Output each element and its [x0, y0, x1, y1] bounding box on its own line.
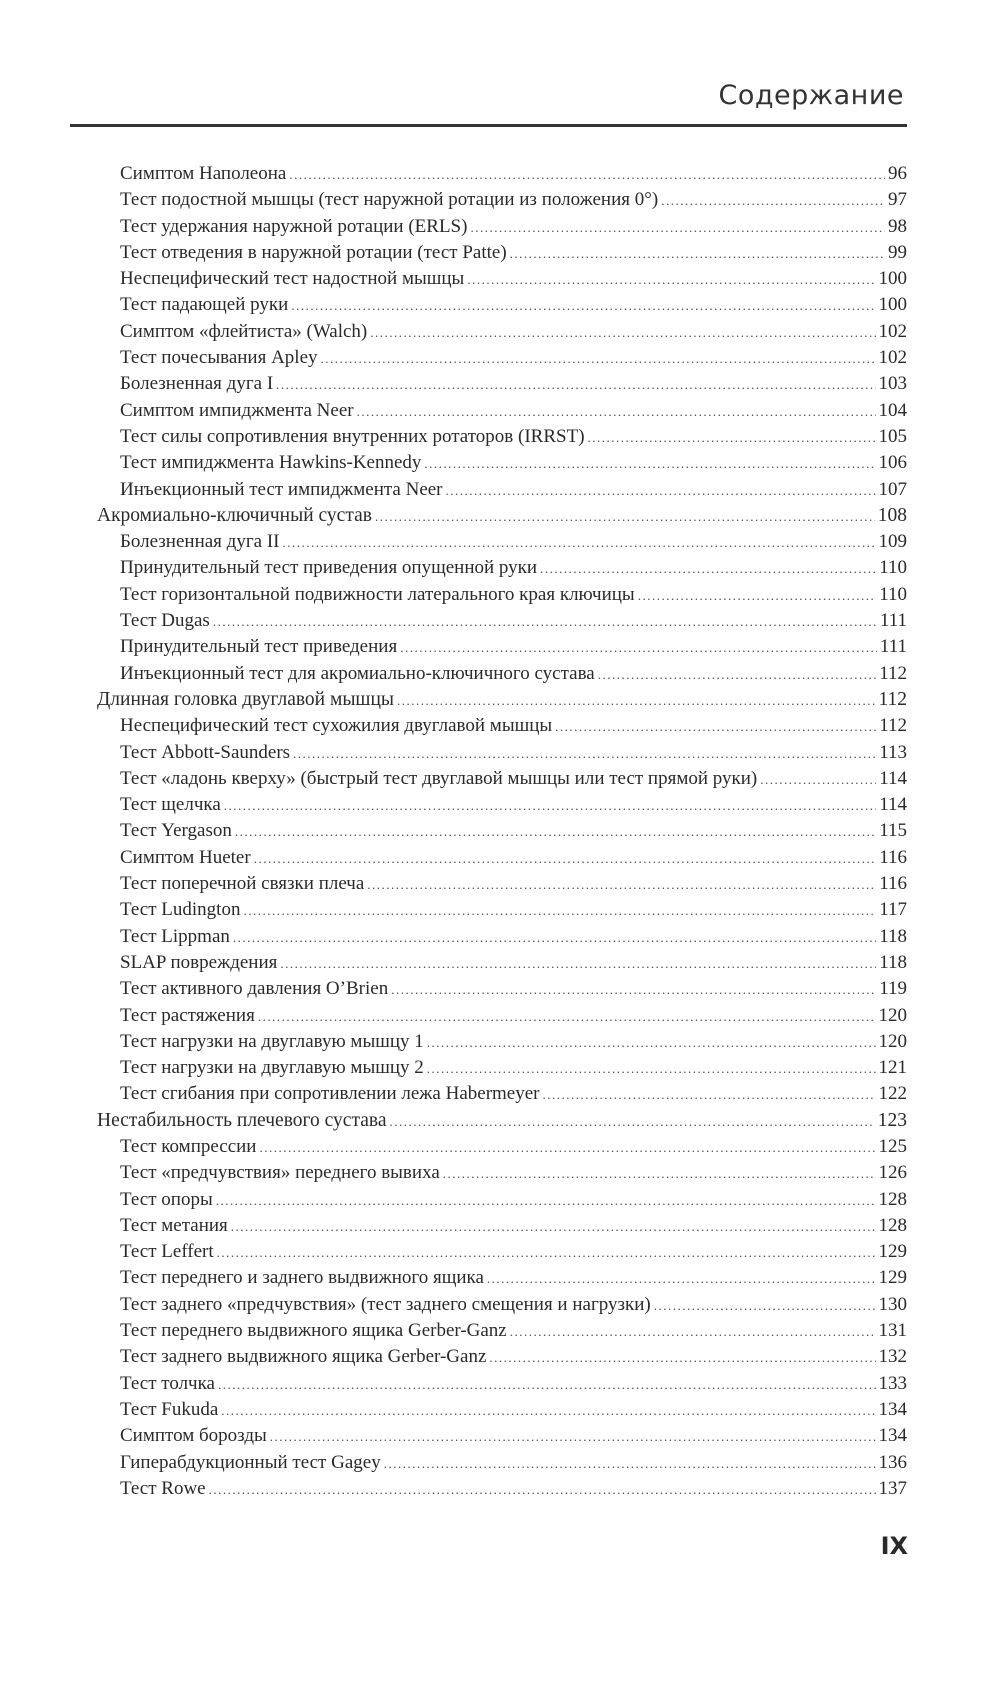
toc-dot-leader: [282, 530, 875, 556]
toc-entry-title: Тест горизонтальной подвижности латерального края ключицы: [120, 583, 635, 605]
toc-entry: [70, 976, 907, 1002]
toc-entry-page: 128: [878, 1188, 907, 1210]
toc-entry-page: 132: [878, 1346, 907, 1368]
toc-entry: [70, 1213, 907, 1239]
toc-entry-page: 128: [878, 1214, 907, 1236]
toc-entry: [70, 713, 907, 739]
toc-entry-page: 118: [879, 951, 907, 973]
toc-entry-page: 136: [878, 1451, 907, 1473]
toc-entry-title: Тест Rowe: [120, 1477, 206, 1499]
toc-entry: [70, 924, 907, 950]
toc-entry: [70, 529, 907, 555]
toc-dot-leader: [510, 241, 885, 267]
toc-entry-title: Тест силы сопротивления внутренних ротаторов (IRRST): [120, 425, 585, 447]
toc-entry: [70, 740, 907, 766]
toc-entry-title: Длинная головка двуглавой мышцы: [97, 688, 394, 710]
toc-entry-page: 129: [878, 1267, 907, 1289]
toc-entry-page: 97: [888, 189, 907, 211]
toc-entry-title: Болезненная дуга I: [120, 373, 274, 395]
toc-entry: [70, 1371, 907, 1397]
toc-entry-title: Тест отведения в наружной ротации (тест Patte): [120, 241, 507, 263]
toc-entry-title: Тест компрессии: [120, 1135, 257, 1157]
toc-entry: [70, 818, 907, 844]
toc-entry-page: 99: [888, 241, 907, 263]
toc-entry-title: Тест почесывания Apley: [120, 347, 318, 369]
toc-entry: [70, 871, 907, 897]
toc-entry: [70, 161, 907, 187]
toc-entry-page: 125: [878, 1135, 907, 1157]
page-number: IX: [880, 1532, 908, 1560]
toc-entry-page: 134: [878, 1398, 907, 1420]
toc-entry-title: Неспецифический тест надостной мышцы: [120, 268, 465, 290]
toc-entry: [70, 1029, 907, 1055]
toc-entry-title: Инъекционный тест для акромиально-ключичного сустава: [120, 662, 595, 684]
toc-dot-leader: [254, 846, 877, 872]
toc-entry: [70, 371, 907, 397]
toc-entry: [70, 424, 907, 450]
toc-entry-title: Тест толчка: [120, 1372, 215, 1394]
toc-entry-page: 110: [879, 557, 907, 579]
toc-entry-page: 117: [879, 899, 907, 921]
toc-dot-leader: [391, 977, 876, 1003]
toc-entry-title: Тест Leffert: [120, 1241, 214, 1263]
toc-dot-leader: [389, 1109, 874, 1135]
toc-entry: [70, 1081, 907, 1107]
toc-entry-title: Тест «предчувствия» переднего вывиха: [120, 1162, 440, 1184]
toc-entry: [70, 345, 907, 371]
toc-entry: [70, 1318, 907, 1344]
toc-entry-title: Тест Abbott-Saunders: [120, 741, 291, 763]
toc-entry-title: Тест заднего выдвижного ящика Gerber-Ganz: [120, 1346, 487, 1368]
toc-entry-page: 137: [878, 1477, 907, 1499]
toc-entry: [70, 897, 907, 923]
toc-dot-leader: [217, 1240, 876, 1266]
toc-entry: [70, 661, 907, 687]
toc-dot-leader: [467, 267, 875, 293]
toc-entry-page: 111: [879, 610, 907, 632]
toc-dot-leader: [555, 714, 876, 740]
toc-entry: [70, 766, 907, 792]
toc-dot-leader: [489, 1345, 875, 1371]
toc-dot-leader: [209, 1477, 876, 1503]
toc-entry-title: Симптом Наполеона: [120, 163, 287, 184]
toc-entry: [70, 608, 907, 634]
toc-entry-title: Тест поперечной связки плеча: [120, 873, 365, 895]
toc-entry: [70, 1134, 907, 1160]
toc-entry-page: 126: [878, 1162, 907, 1184]
toc-entry: [70, 450, 907, 476]
toc-entry-title: Акромиально-ключичный сустав: [97, 504, 372, 526]
toc-dot-leader: [218, 1372, 876, 1398]
running-head-title: Содержание: [718, 80, 904, 111]
toc-entry-title: Тест «ладонь кверху» (быстрый тест двуглавой мышцы или тест прямой руки): [120, 767, 758, 789]
toc-entry-page: 100: [878, 294, 907, 316]
toc-dot-leader: [293, 741, 876, 767]
toc-dot-leader: [487, 1266, 876, 1292]
toc-dot-leader: [216, 1188, 876, 1214]
toc-entry-page: 133: [878, 1372, 907, 1394]
toc-entry: [70, 555, 907, 581]
toc-entry-title: Тест щелчка: [120, 794, 221, 816]
toc-dot-leader: [270, 1424, 876, 1450]
toc-entry-page: 100: [878, 268, 907, 290]
toc-entry-title: Тест активного давления O’Brien: [120, 978, 389, 1000]
toc-entry-title: Тест заднего «предчувствия» (тест заднего смещения и нагрузки): [120, 1293, 651, 1315]
toc-dot-leader: [276, 372, 875, 398]
toc-entry: [70, 1160, 907, 1186]
toc-dot-leader: [213, 609, 877, 635]
toc-entry-page: 103: [878, 373, 907, 395]
toc-entry-page: 130: [878, 1293, 907, 1315]
toc-entry: [70, 634, 907, 660]
toc-dot-leader: [357, 399, 876, 425]
toc-entry: [70, 1187, 907, 1213]
toc-entry-title: Симптом Hueter: [120, 846, 251, 868]
toc-entry: [70, 1397, 907, 1423]
toc-entry: [70, 1003, 907, 1029]
toc-entry-page: 131: [878, 1320, 907, 1342]
toc-entry-page: 113: [879, 741, 907, 763]
toc-entry-title: Тест опоры: [120, 1188, 213, 1210]
toc-entry-page: 119: [879, 978, 907, 1000]
toc-entry-page: 112: [879, 715, 907, 737]
toc-entry-page: 111: [879, 636, 907, 658]
toc-entry: [70, 1450, 907, 1476]
toc-entry-title: SLAP повреждения: [120, 951, 278, 973]
header-rule: [70, 124, 907, 127]
toc-entry-page: 114: [879, 794, 907, 816]
toc-entry: [70, 845, 907, 871]
toc-dot-leader: [543, 1082, 876, 1108]
toc-entry: [70, 1292, 907, 1318]
toc-dot-leader: [235, 819, 876, 845]
toc-entry-page: 98: [888, 215, 907, 237]
toc-entry-title: Симптом борозды: [120, 1425, 267, 1447]
toc-dot-leader: [638, 583, 877, 609]
toc-dot-leader: [259, 1135, 875, 1161]
toc-entry-page: 109: [878, 531, 907, 553]
toc-entry-title: Болезненная дуга II: [120, 531, 280, 553]
toc-entry-title: Симптом «флейтиста» (Walch): [120, 320, 368, 342]
toc-dot-leader: [280, 951, 876, 977]
toc-section-entry: [70, 1108, 907, 1134]
toc-dot-leader: [258, 1004, 876, 1030]
toc-entry-page: 102: [878, 347, 907, 369]
toc-entry-page: 118: [879, 925, 907, 947]
toc-dot-leader: [424, 451, 875, 477]
toc-entry: [70, 1265, 907, 1291]
toc-dot-leader: [427, 1056, 876, 1082]
toc-dot-leader: [289, 162, 885, 188]
toc-dot-leader: [470, 215, 885, 241]
toc-dot-leader: [588, 425, 876, 451]
toc-entry-page: 110: [879, 583, 907, 605]
toc-entry-title: Гиперабдукционный тест Gagey: [120, 1451, 381, 1473]
toc-entry-page: 120: [878, 1004, 907, 1026]
toc-entry: [70, 292, 907, 318]
toc-dot-leader: [384, 1451, 876, 1477]
toc-dot-leader: [243, 898, 876, 924]
toc-dot-leader: [760, 767, 876, 793]
toc-dot-leader: [291, 293, 875, 319]
toc-entry: [70, 1239, 907, 1265]
toc-entry-title: Тест Fukuda: [120, 1398, 219, 1420]
toc-entry-title: Тест удержания наружной ротации (ERLS): [120, 215, 468, 237]
toc-section-entry: [70, 503, 907, 529]
toc-entry-title: Тест сгибания при сопротивлении лежа Habermeyer: [120, 1083, 540, 1105]
toc-entry-page: 122: [878, 1083, 907, 1105]
toc-entry: [70, 214, 907, 240]
toc-entry-page: 106: [878, 452, 907, 474]
toc-entry-page: 120: [878, 1030, 907, 1052]
toc-entry: [70, 792, 907, 818]
toc-dot-leader: [427, 1030, 876, 1056]
toc-entry-title: Симптом импиджмента Neer: [120, 399, 354, 421]
toc-entry-page: 96: [888, 163, 907, 184]
toc-entry: [70, 950, 907, 976]
toc-dot-leader: [400, 635, 877, 661]
toc-entry: [70, 477, 907, 503]
toc-dot-leader: [233, 925, 876, 951]
toc-dot-leader: [370, 320, 875, 346]
toc-entry-title: Тест метания: [120, 1214, 228, 1236]
toc-dot-leader: [321, 346, 876, 372]
toc-dot-leader: [654, 1293, 876, 1319]
toc-entry-page: 123: [877, 1109, 907, 1131]
toc-entry-page: 108: [877, 504, 907, 526]
toc-entry: [70, 1344, 907, 1370]
table-of-contents: [70, 161, 907, 1502]
toc-entry-page: 102: [878, 320, 907, 342]
toc-entry-page: 116: [879, 846, 907, 868]
toc-entry-title: Тест переднего и заднего выдвижного ящика: [120, 1267, 484, 1289]
toc-entry: [70, 1423, 907, 1449]
toc-dot-leader: [446, 478, 876, 504]
toc-dot-leader: [443, 1161, 876, 1187]
toc-entry-page: 112: [879, 662, 907, 684]
toc-entry-title: Тест переднего выдвижного ящика Gerber-Ganz: [120, 1320, 507, 1342]
toc-entry-page: 129: [878, 1241, 907, 1263]
toc-entry-title: Тест растяжения: [120, 1004, 255, 1026]
toc-dot-leader: [367, 872, 876, 898]
toc-entry-page: 107: [878, 478, 907, 500]
toc-entry-page: 115: [879, 820, 907, 842]
toc-entry-page: 112: [878, 688, 907, 710]
toc-entry: [70, 319, 907, 345]
toc-entry-title: Тест падающей руки: [120, 294, 289, 316]
toc-entry-title: Инъекционный тест импиджмента Neer: [120, 478, 443, 500]
toc-entry-title: Тест импиджмента Hawkins-Kennedy: [120, 452, 422, 474]
toc-entry: [70, 1476, 907, 1502]
toc-entry-page: 104: [878, 399, 907, 421]
toc-dot-leader: [231, 1214, 876, 1240]
toc-entry-title: Тест нагрузки на двуглавую мышцу 1: [120, 1030, 424, 1052]
toc-entry: [70, 398, 907, 424]
toc-entry-page: 116: [879, 873, 907, 895]
toc-dot-leader: [224, 793, 876, 819]
toc-dot-leader: [221, 1398, 875, 1424]
toc-entry-title: Тест Dugas: [120, 610, 210, 632]
toc-dot-leader: [375, 504, 875, 530]
toc-entry-title: Неспецифический тест сухожилия двуглавой мышцы: [120, 715, 553, 737]
toc-entry-title: Принудительный тест приведения опущенной руки: [120, 557, 538, 579]
toc-entry-title: Тест подостной мышцы (тест наружной ротации из положения 0°): [120, 189, 659, 211]
toc-entry: [70, 240, 907, 266]
toc-entry-title: Тест Yergason: [120, 820, 232, 842]
toc-entry-page: 114: [879, 767, 907, 789]
toc-entry-title: Тест нагрузки на двуглавую мышцу 2: [120, 1057, 424, 1079]
toc-entry-title: Принудительный тест приведения: [120, 636, 398, 658]
toc-entry: [70, 266, 907, 292]
toc-entry-title: Тест Lippman: [120, 925, 230, 947]
toc-dot-leader: [397, 688, 875, 714]
toc-entry-title: Тест Ludington: [120, 899, 241, 921]
toc-entry-page: 121: [878, 1057, 907, 1079]
toc-dot-leader: [510, 1319, 876, 1345]
toc-dot-leader: [661, 188, 885, 214]
toc-dot-leader: [540, 556, 876, 582]
toc-entry-page: 134: [878, 1425, 907, 1447]
toc-entry-page: 105: [878, 425, 907, 447]
toc-section-entry: [70, 687, 907, 713]
toc-entry: [70, 582, 907, 608]
toc-entry: [70, 1055, 907, 1081]
toc-dot-leader: [598, 662, 876, 688]
toc-entry: [70, 187, 907, 213]
toc-entry-title: Нестабильность плечевого сустава: [97, 1109, 387, 1131]
